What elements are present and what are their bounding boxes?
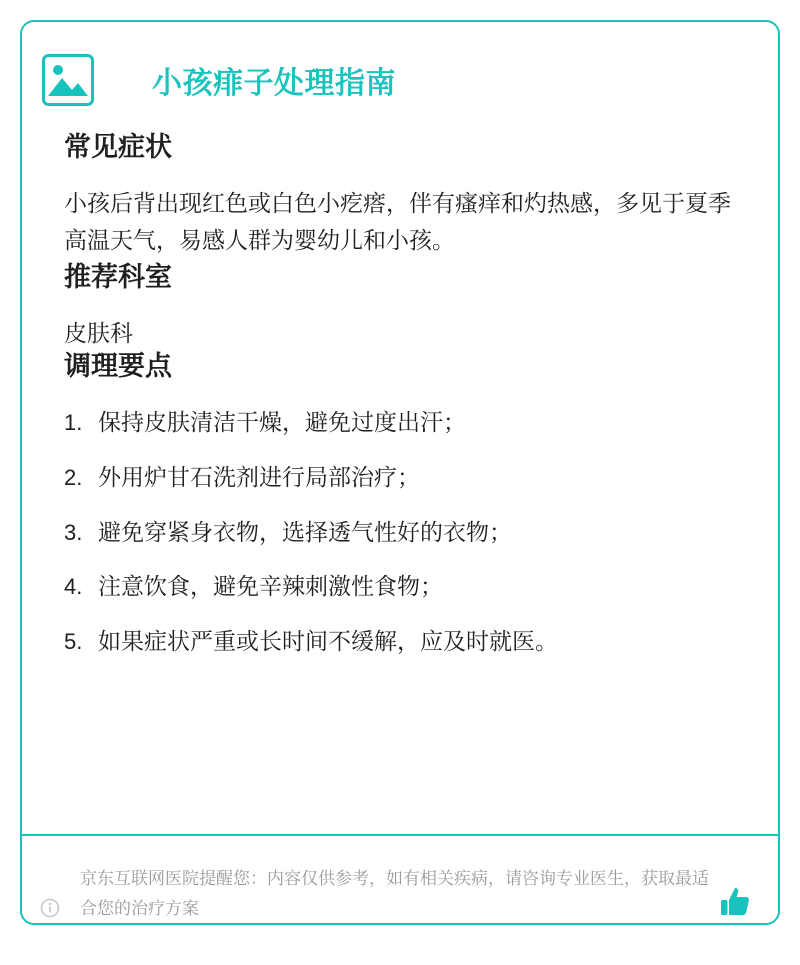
department-value: 皮肤科 — [64, 319, 133, 346]
symptoms-text: 小孩后背出现红色或白色小疙瘩，伴有瘙痒和灼热感，多见于夏季高温天气，易感人群为婴幼儿和小孩。 — [64, 190, 731, 254]
list-item — [64, 406, 748, 439]
tips-list — [64, 406, 748, 658]
list-item-number: 1. — [64, 409, 83, 435]
guide-content — [64, 130, 748, 658]
info-circle-icon — [40, 898, 60, 918]
thumbs-up-icon[interactable] — [718, 884, 752, 918]
list-item-text: 外用炉甘石洗剂进行局部治疗； — [98, 463, 420, 490]
list-item — [64, 625, 748, 658]
list-item-text: 如果症状严重或长时间不缓解，应及时就医。 — [98, 628, 558, 655]
list-item — [64, 461, 748, 494]
list-item — [64, 516, 748, 549]
page-title: 小孩痱子处理指南 — [152, 67, 396, 100]
section-heading-tips: 调理要点 — [64, 350, 172, 381]
list-item-number: 3. — [64, 519, 83, 545]
guide-card — [20, 20, 780, 925]
list-item — [64, 570, 748, 603]
document-photo-icon — [42, 54, 94, 106]
footer-disclaimer: 京东互联网医院提醒您：内容仅供参考，如有相关疾病，请咨询专业医生，获取最适合您的治疗方案 — [80, 869, 709, 918]
section-heading-symptoms: 常见症状 — [64, 132, 172, 162]
footer — [22, 836, 778, 923]
list-item-number: 2. — [64, 464, 83, 490]
list-item-number: 5. — [64, 629, 83, 655]
section-heading-department: 推荐科室 — [64, 261, 172, 292]
list-item-text: 保持皮肤清洁干燥，避免过度出汗； — [98, 408, 466, 435]
list-item-number: 4. — [64, 574, 83, 600]
list-item-text: 避免穿紧身衣物，选择透气性好的衣物； — [98, 518, 512, 545]
list-item-text: 注意饮食，避免辛辣刺激性食物； — [98, 573, 443, 600]
